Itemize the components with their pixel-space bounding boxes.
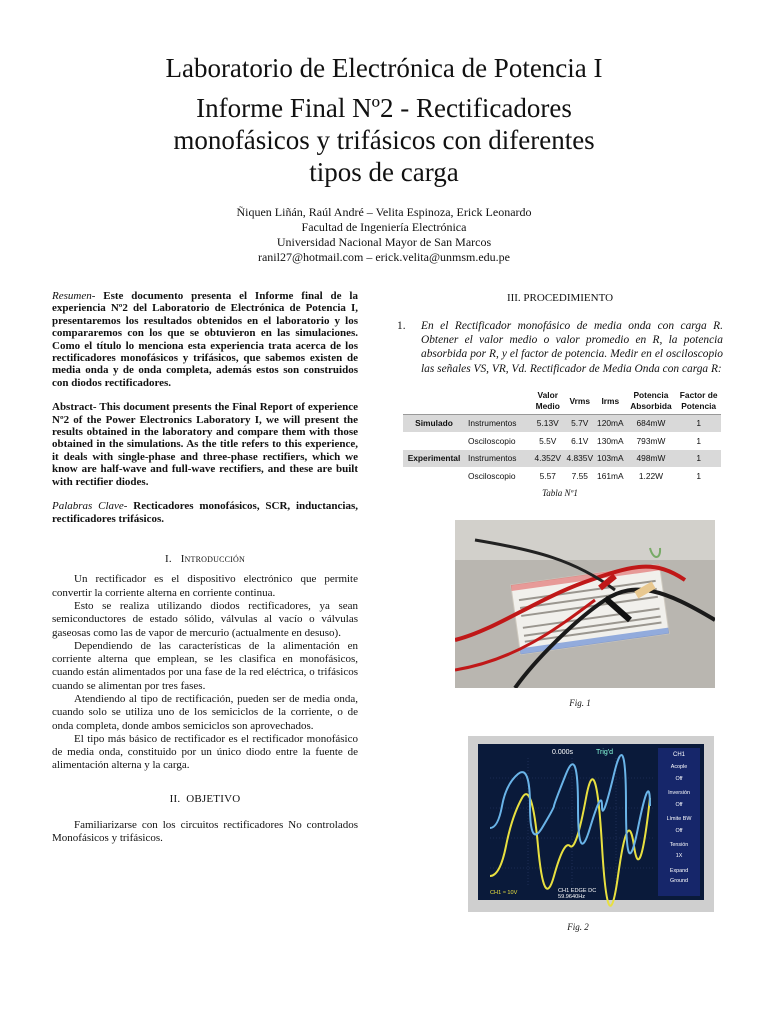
procedimiento-item-text: En el Rectificador monofásico de media onda con carga R. Obtener el valor medio o valor promedio en R, la potencia absorbida por R, y el factor de potencia. Medir en el osciloscopio las señales VS, VR, Vd. Rectificador de Media Onda con carga R: [421,319,723,375]
fig2-caption: Fig. 2 [567,922,589,932]
scope-menu-item: Off [675,776,683,782]
objetivo-number: II. [169,792,181,805]
author-university: Universidad Nacional Mayor de San Marcos [276,235,492,249]
table-cell: 1 [676,468,721,485]
resumen-text: Este documento presenta el Informe final de la experiencia Nº2 del Laboratorio de Electrónica de Potencia I, presentaremos los resultados obtenidos en el laboratorio y los compararemos con los que se obtuvieron en las simulaciones. Como el título lo menciona esta experiencia trata acerca de los rectificadores monofásicos y trifásicos, que sabemos existen de media onda y de onda completa, además estos son construidos con diodos rectificadores. [52,290,358,389]
scope-menu-item: Off [675,828,683,834]
scope-frequency: 59.9640Hz [558,894,586,900]
scope-ch1-scale: CH1 ≈ 10V [490,890,518,896]
procedimiento-item-number: 1. [397,319,406,332]
scope-time-readout: 0.000s [552,749,574,756]
table-cell: 4.835V [564,450,595,468]
abstract-paragraph: Abstract- This document presents the Final Report of experience Nº2 of the Power Electronics Laboratory I, we will present the results obtained in the laboratory and compare them with those obtained in the simulations. As the title refers to this experience, it deals with single-phase and three-phase rectifiers, which we know are half-wave and full-wave rectifiers, and these are built with rectifier diodes. [52,401,358,488]
intro-paragraph: Un rectificador es el dispositivo electrónico que permite convertir la corriente alterna en corriente continua. [52,573,358,599]
table-cell: 103mA [595,450,626,468]
paper-title [60,52,708,188]
table-cell: 7.55 [564,468,595,485]
resumen-paragraph [52,290,358,389]
scope-trigger-readout: Trig'd [596,749,614,756]
scope-menu-item: 1X [675,853,683,859]
table-cell: 120mA [595,415,626,433]
table-header: Vrms [564,388,595,415]
table-cell: Osciloscopio [465,468,531,485]
table-cell: 1 [676,450,721,468]
table-cell: 5.7V [564,415,595,433]
table-group-label: Experimental [403,450,465,468]
author-faculty: Facultad de Ingeniería Electrónica [301,220,467,234]
intro-paragraph: Dependiendo de las características de la alimentación en corriente alterna que emplean, se les clasifica en monofásicos, cuando están alimentados por una fase de la red eléctrica, o trifásicos cuando se alimentan por tres fases. [52,639,358,692]
scope-menu-item: Tensión [669,842,689,848]
right-column [397,290,723,499]
objetivo-heading [52,793,358,805]
table-header: Irms [595,388,626,415]
table-header: Valor Medio [531,388,564,415]
objetivo-title: OBJETIVO [186,792,241,805]
table-cell: 793mW [626,432,677,450]
scope-menu-item: Expand [669,868,689,874]
table-cell: 5.5V [531,432,564,450]
table-cell: 5.57 [531,468,564,485]
intro-paragraph: Atendiendo al tipo de rectificación, pueden ser de media onda, cuando solo se utiliza uno de los semiciclos de la corriente, o de onda completa, donde ambos semiciclos son aprovechados. [52,692,358,732]
author-emails: ranil27@hotmail.com – erick.velita@unmsm.edu.pe [257,250,511,264]
title-line-1: Laboratorio de Electrónica de Potencia I [165,53,603,83]
author-names: Ñiquen Liñán, Raúl André – Velita Espinoza, Erick Leonardo [236,205,532,219]
table-cell: 161mA [595,468,626,485]
table-cell: 498mW [626,450,677,468]
intro-paragraph: El tipo más básico de rectificador es el rectificador monofásico de media onda, constituido por un único diodo entre la fuente de alimentación alterna y la carga. [52,732,358,772]
table-cell: Instrumentos [465,450,531,468]
intro-number: I. [165,552,172,565]
table-header: Factor de Potencia [676,388,721,415]
breadboard-photo [455,520,715,688]
table-row [403,450,721,468]
scope-menu-item: Ground [670,878,688,884]
table-caption: Tabla Nº1 [542,487,578,498]
title-line-4: tipos de carga [309,157,459,187]
table-cell: 1 [676,432,721,450]
table-cell: 684mW [626,415,677,433]
left-column [52,290,358,846]
table-cell: 130mA [595,432,626,450]
table-cell: Osciloscopio [465,432,531,450]
keywords-paragraph [52,500,358,525]
table-row [403,468,721,485]
procedimiento-heading: III. PROCEDIMIENTO [506,292,614,304]
table-header-row [403,388,721,415]
intro-title: Introducción [180,552,245,565]
scope-menu-item: Límite BW [666,816,692,822]
oscilloscope-photo [468,736,714,912]
table-row [403,432,721,450]
results-table [403,388,721,484]
intro-heading [52,553,358,565]
procedimiento-item [397,319,723,377]
table-cell: 6.1V [564,432,595,450]
table-cell: 1.22W [626,468,677,485]
table-cell: Instrumentos [465,415,531,433]
scope-trigger-info: CH1 EDGE DC [558,888,597,894]
table-cell: 5.13V [531,415,564,433]
fig1-caption: Fig. 1 [569,698,591,708]
table-cell: 4.352V [531,450,564,468]
title-line-2: Informe Final Nº2 - Rectificadores [196,93,572,123]
table-row [403,415,721,433]
author-block [60,205,708,265]
objetivo-paragraph: Familiarizarse con los circuitos rectificadores No controlados Monofásicos y trifásicos. [52,819,358,845]
scope-menu-item: Inversión [668,790,690,796]
photo-wall [455,520,715,560]
intro-paragraph: Esto se realiza utilizando diodos rectificadores, ya sean semiconductores de estado sólido, válvulas al vacío o válvulas gaseosas como las de vapor de mercurio (actualmente en desuso). [52,599,358,639]
scope-menu-item: Acople [670,764,688,770]
scope-channel-label: CH1 [672,752,686,758]
scope-menu-item: Off [675,802,683,808]
keywords-text: Recticadores monofásicos, SCR, inductancias, rectificadores trifásicos. [52,500,358,525]
table-header: Potencia Absorbida [626,388,677,415]
title-line-3: monofásicos y trifásicos con diferentes [173,125,595,155]
table-group-label: Simulado [403,415,465,433]
resumen-label: Resumen- [52,290,96,302]
table-cell: 1 [676,415,721,433]
keywords-label: Palabras Clave- [52,500,128,513]
